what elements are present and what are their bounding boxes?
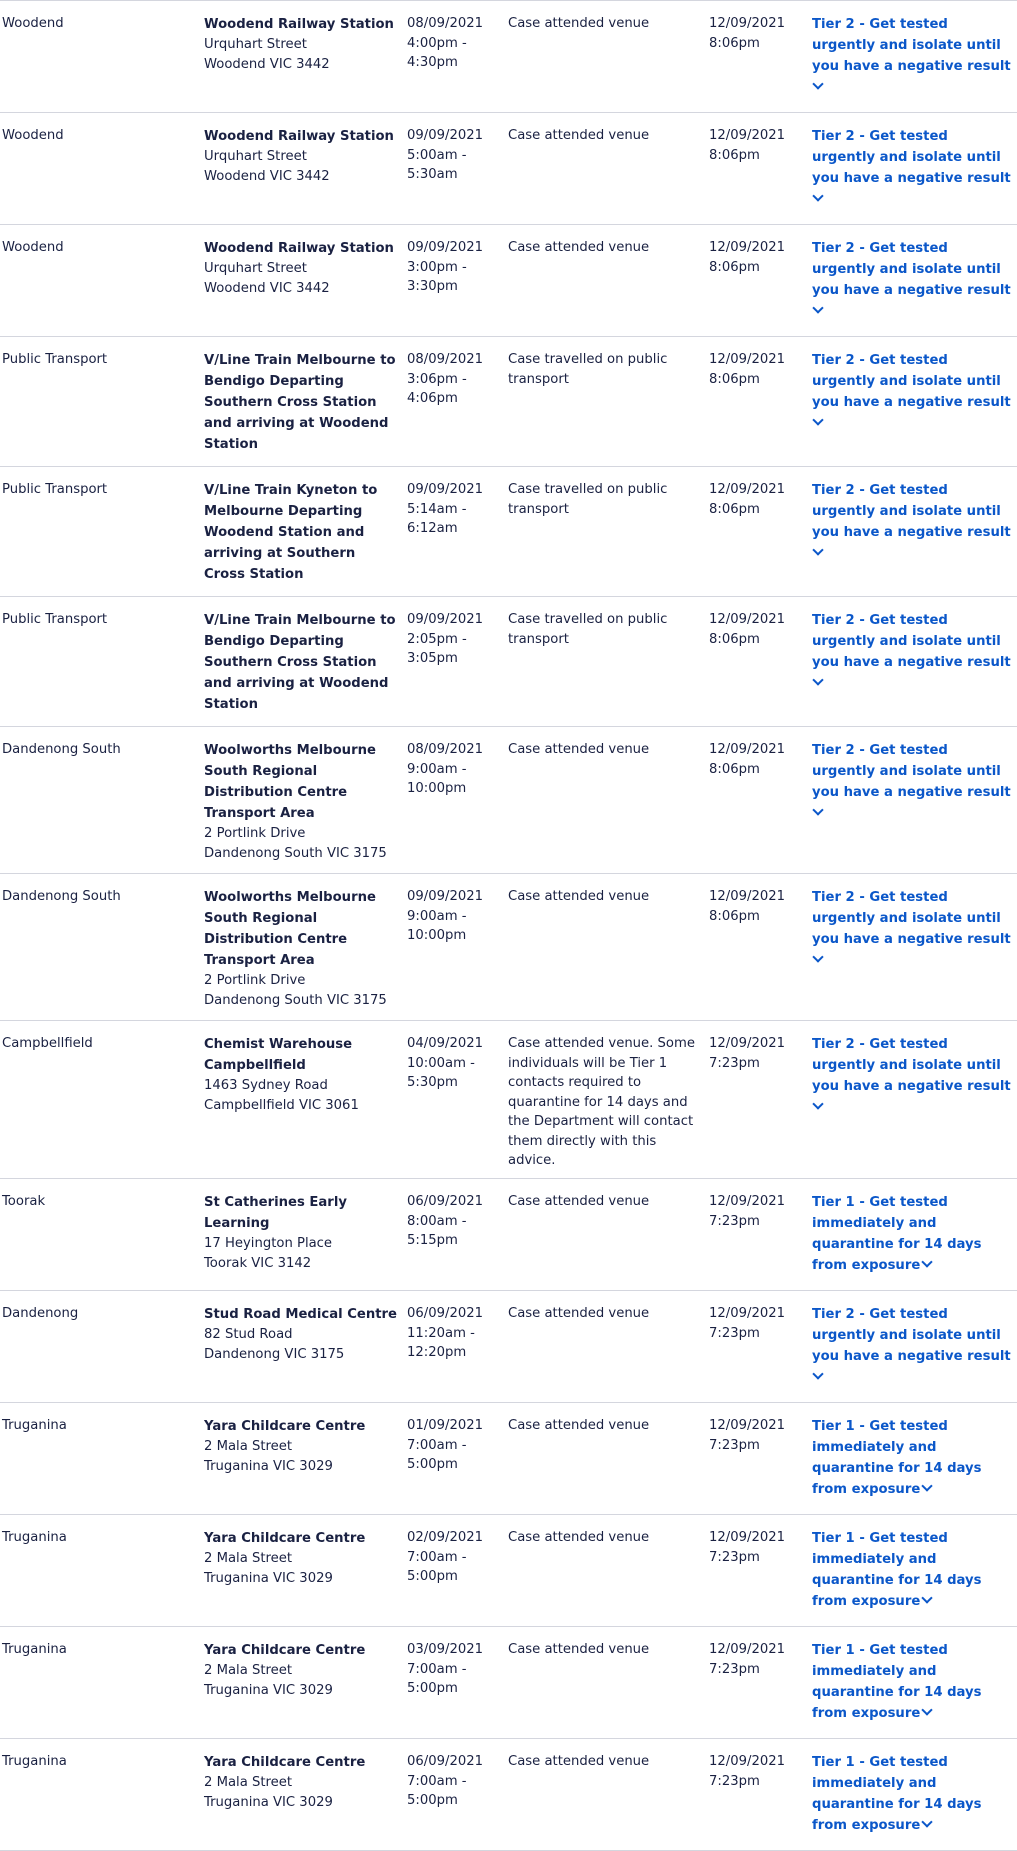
- health-advice-text: Tier 2 - Get tested urgently and isolate until you have a negative result: [812, 1037, 1011, 1094]
- site-address-line: 82 Stud Road: [204, 1327, 293, 1342]
- exposure-period-cell: [407, 238, 502, 297]
- chevron-line: [812, 189, 1012, 203]
- added-time-cell: [709, 14, 799, 53]
- chevron-down-icon[interactable]: [812, 804, 823, 815]
- health-advice-cell: [812, 740, 1012, 817]
- health-advice-toggle[interactable]: [812, 129, 1012, 203]
- added-time-cell: [709, 1752, 799, 1791]
- health-advice-text: Tier 1 - Get tested immediately and quarantine for 14 days from exposure: [812, 1419, 982, 1497]
- health-advice-cell: [812, 1752, 1012, 1836]
- health-advice-text: Tier 1 - Get tested immediately and quarantine for 14 days from exposure: [812, 1195, 982, 1273]
- health-advice-toggle[interactable]: [812, 743, 1012, 817]
- site-address-line: Truganina VIC 3029: [204, 1794, 333, 1810]
- site-cell: [204, 1192, 400, 1273]
- exposure-period-line: 09/09/2021: [407, 612, 484, 627]
- chevron-down-icon[interactable]: [922, 1256, 933, 1267]
- site-address-line: Urquhart Street: [204, 37, 307, 52]
- added-time-line: 8:06pm: [709, 371, 760, 387]
- exposure-period-cell: [407, 350, 502, 409]
- site-cell: [204, 350, 400, 455]
- site-address-line: 2 Mala Street: [204, 1663, 293, 1678]
- site-address-line: Truganina VIC 3029: [204, 1682, 333, 1698]
- suburb-cell: Truganina: [2, 1754, 67, 1769]
- added-time-line: 12/09/2021: [709, 612, 786, 627]
- notes-cell: Case travelled on public transport: [508, 352, 668, 387]
- table-row: [0, 1514, 1017, 1626]
- health-advice-toggle[interactable]: [812, 1037, 1012, 1111]
- exposure-period-line: 5:00pm: [407, 1793, 458, 1808]
- health-advice-toggle[interactable]: [812, 1419, 981, 1497]
- added-time-cell: [709, 1192, 799, 1231]
- site-address-line: Dandenong South VIC 3175: [204, 845, 387, 861]
- exposure-period-line: 6:12am: [407, 521, 458, 536]
- site-address-line: Toorak VIC 3142: [204, 1255, 312, 1271]
- site-cell: [204, 887, 400, 1010]
- site-address-line: 17 Heyington Place: [204, 1236, 333, 1251]
- site-cell: [204, 126, 400, 186]
- chevron-line: [812, 1367, 1012, 1381]
- health-advice-text: Tier 2 - Get tested urgently and isolate until you have a negative result: [812, 17, 1011, 74]
- added-time-cell: [709, 1304, 799, 1343]
- added-time-line: 12/09/2021: [709, 1418, 786, 1433]
- exposure-period-line: 06/09/2021: [407, 1754, 484, 1769]
- site-address-line: Woodend VIC 3442: [204, 168, 330, 184]
- table-row: [0, 1178, 1017, 1290]
- health-advice-cell: [812, 1416, 1012, 1500]
- exposure-period-line: 5:00pm: [407, 1569, 458, 1584]
- exposure-period-line: 09/09/2021: [407, 889, 484, 904]
- site-name: Chemist Warehouse Campbellfield: [204, 1037, 353, 1073]
- site-address-line: Woodend VIC 3442: [204, 280, 330, 296]
- table-row: [0, 1020, 1017, 1178]
- added-time-cell: [709, 887, 799, 926]
- added-time-line: 12/09/2021: [709, 1306, 786, 1321]
- added-time-line: 8:06pm: [709, 259, 760, 275]
- exposure-period-line: 7:00am -: [407, 1549, 467, 1565]
- health-advice-text: Tier 1 - Get tested immediately and quarantine for 14 days from exposure: [812, 1755, 982, 1833]
- exposure-period-cell: [407, 1034, 502, 1093]
- exposure-period-cell: [407, 480, 502, 539]
- exposure-period-line: 5:00am -: [407, 147, 467, 163]
- site-address-line: Dandenong VIC 3175: [204, 1346, 345, 1362]
- added-time-line: 12/09/2021: [709, 482, 786, 497]
- added-time-cell: [709, 610, 799, 649]
- added-time-cell: [709, 1528, 799, 1567]
- health-advice-cell: [812, 14, 1012, 91]
- chevron-line: [812, 803, 1012, 817]
- exposure-period-line: 10:00am -: [407, 1055, 475, 1071]
- exposure-period-line: 10:00pm: [407, 928, 467, 943]
- added-time-cell: [709, 740, 799, 779]
- exposure-period-line: 5:00pm: [407, 1681, 458, 1696]
- health-advice-cell: [812, 1034, 1012, 1111]
- added-time-cell: [709, 350, 799, 389]
- site-name: V/Line Train Kyneton to Melbourne Departing Woodend Station and arriving at Southern Cross Station: [204, 483, 378, 582]
- health-advice-text: Tier 2 - Get tested urgently and isolate until you have a negative result: [812, 353, 1011, 410]
- exposure-period-line: 4:00pm -: [407, 35, 467, 51]
- table-row: [0, 224, 1017, 336]
- suburb-cell: Truganina: [2, 1418, 67, 1433]
- added-time-line: 12/09/2021: [709, 742, 786, 757]
- chevron-down-icon[interactable]: [812, 674, 823, 685]
- exposure-period-line: 8:00am -: [407, 1213, 467, 1229]
- notes-cell: Case travelled on public transport: [508, 482, 668, 517]
- site-cell: [204, 1640, 400, 1700]
- health-advice-cell: [812, 1304, 1012, 1381]
- table-row: [0, 0, 1017, 112]
- site-name: V/Line Train Melbourne to Bendigo Departing Southern Cross Station and arriving at Woodend Station: [204, 613, 396, 712]
- added-time-line: 7:23pm: [709, 1213, 760, 1229]
- chevron-down-icon[interactable]: [812, 544, 823, 555]
- exposure-period-line: 11:20am -: [407, 1325, 475, 1341]
- chevron-down-icon[interactable]: [812, 190, 823, 201]
- suburb-cell: Truganina: [2, 1642, 67, 1657]
- suburb-cell: Public Transport: [2, 612, 108, 627]
- chevron-line: [812, 673, 1012, 687]
- health-advice-toggle[interactable]: [812, 1643, 981, 1721]
- site-address-line: Urquhart Street: [204, 149, 307, 164]
- site-cell: [204, 14, 400, 74]
- site-address-line: Urquhart Street: [204, 261, 307, 276]
- added-time-line: 8:06pm: [709, 501, 760, 517]
- exposure-period-line: 2:05pm -: [407, 631, 467, 647]
- added-time-line: 12/09/2021: [709, 1036, 786, 1051]
- exposure-period-line: 10:00pm: [407, 781, 467, 796]
- chevron-line: [812, 1097, 1012, 1111]
- site-address-line: Truganina VIC 3029: [204, 1570, 333, 1586]
- health-advice-toggle[interactable]: [812, 613, 1012, 687]
- health-advice-text: Tier 1 - Get tested immediately and quarantine for 14 days from exposure: [812, 1643, 982, 1721]
- health-advice-cell: [812, 1528, 1012, 1612]
- added-time-line: 8:06pm: [709, 631, 760, 647]
- suburb-cell: Truganina: [2, 1530, 67, 1545]
- chevron-down-icon[interactable]: [812, 1098, 823, 1109]
- health-advice-toggle[interactable]: [812, 17, 1012, 91]
- chevron-line: [812, 950, 1012, 964]
- site-address-line: 2 Mala Street: [204, 1439, 293, 1454]
- exposure-period-line: 08/09/2021: [407, 742, 484, 757]
- site-cell: [204, 1304, 400, 1364]
- added-time-line: 12/09/2021: [709, 16, 786, 31]
- exposure-period-line: 06/09/2021: [407, 1306, 484, 1321]
- chevron-down-icon[interactable]: [812, 1368, 823, 1379]
- site-name: Yara Childcare Centre: [204, 1419, 366, 1434]
- added-time-line: 12/09/2021: [709, 352, 786, 367]
- table-row: [0, 1290, 1017, 1402]
- suburb-cell: Woodend: [2, 240, 64, 255]
- exposure-period-line: 08/09/2021: [407, 16, 484, 31]
- suburb-cell: Public Transport: [2, 482, 108, 497]
- site-cell: [204, 1752, 400, 1812]
- exposure-period-line: 08/09/2021: [407, 352, 484, 367]
- chevron-line: [812, 413, 1012, 427]
- table-row: [0, 1738, 1017, 1851]
- health-advice-cell: [812, 238, 1012, 315]
- exposure-period-line: 09/09/2021: [407, 482, 484, 497]
- exposure-period-line: 03/09/2021: [407, 1642, 484, 1657]
- table-row: [0, 1402, 1017, 1514]
- health-advice-toggle[interactable]: [812, 483, 1012, 557]
- chevron-down-icon[interactable]: [922, 1592, 933, 1603]
- exposure-period-line: 09/09/2021: [407, 240, 484, 255]
- chevron-down-icon[interactable]: [812, 414, 823, 425]
- health-advice-text: Tier 2 - Get tested urgently and isolate until you have a negative result: [812, 743, 1011, 800]
- site-address-line: 2 Portlink Drive: [204, 973, 306, 988]
- exposure-period-line: 3:06pm -: [407, 371, 467, 387]
- site-address-line: 2 Portlink Drive: [204, 826, 306, 841]
- site-name: Yara Childcare Centre: [204, 1531, 366, 1546]
- site-cell: [204, 1416, 400, 1476]
- site-cell: [204, 610, 400, 715]
- added-time-line: 12/09/2021: [709, 889, 786, 904]
- health-advice-cell: [812, 350, 1012, 427]
- added-time-line: 7:23pm: [709, 1773, 760, 1789]
- health-advice-cell: [812, 1640, 1012, 1724]
- site-address-line: 2 Mala Street: [204, 1775, 293, 1790]
- site-address-line: Woodend VIC 3442: [204, 56, 330, 72]
- table-row: [0, 726, 1017, 873]
- site-name: Woodend Railway Station: [204, 17, 394, 32]
- notes-cell: Case attended venue: [508, 742, 650, 757]
- site-name: Stud Road Medical Centre: [204, 1307, 397, 1322]
- health-advice-cell: [812, 610, 1012, 687]
- added-time-line: 7:23pm: [709, 1661, 760, 1677]
- exposure-period-line: 01/09/2021: [407, 1418, 484, 1433]
- health-advice-toggle[interactable]: [812, 890, 1012, 964]
- health-advice-toggle[interactable]: [812, 1755, 981, 1833]
- notes-cell: Case attended venue: [508, 889, 650, 904]
- exposure-period-line: 9:00am -: [407, 761, 467, 777]
- notes-cell: Case attended venue: [508, 1642, 650, 1657]
- suburb-cell: Campbellfield: [2, 1036, 93, 1051]
- health-advice-toggle[interactable]: [812, 241, 1012, 315]
- exposure-period-line: 5:15pm: [407, 1233, 458, 1248]
- site-name: Woolworths Melbourne South Regional Distribution Centre Transport Area: [204, 743, 376, 821]
- site-address-line: Dandenong South VIC 3175: [204, 992, 387, 1008]
- health-advice-text: Tier 2 - Get tested urgently and isolate until you have a negative result: [812, 129, 1011, 186]
- site-name: Woodend Railway Station: [204, 241, 394, 256]
- exposure-period-cell: [407, 1640, 502, 1699]
- exposure-period-cell: [407, 1528, 502, 1587]
- added-time-line: 8:06pm: [709, 35, 760, 51]
- exposure-period-cell: [407, 1752, 502, 1811]
- chevron-line: [812, 301, 1012, 315]
- exposure-period-line: 5:00pm: [407, 1457, 458, 1472]
- site-cell: [204, 1528, 400, 1588]
- table-row: [0, 873, 1017, 1020]
- notes-cell: Case attended venue: [508, 1306, 650, 1321]
- suburb-cell: Toorak: [2, 1194, 46, 1209]
- added-time-line: 7:23pm: [709, 1325, 760, 1341]
- added-time-cell: [709, 480, 799, 519]
- notes-cell: Case attended venue. Some individuals will be Tier 1 contacts required to quarantine for 14 days and the Department will contact them directly with this advice.: [508, 1036, 695, 1168]
- exposure-period-cell: [407, 1304, 502, 1363]
- exposure-period-line: 12:20pm: [407, 1345, 467, 1360]
- notes-cell: Case attended venue: [508, 16, 650, 31]
- exposure-period-line: 7:00am -: [407, 1437, 467, 1453]
- exposure-period-line: 7:00am -: [407, 1773, 467, 1789]
- chevron-down-icon[interactable]: [812, 78, 823, 89]
- chevron-down-icon[interactable]: [922, 1704, 933, 1715]
- health-advice-text: Tier 2 - Get tested urgently and isolate until you have a negative result: [812, 890, 1011, 947]
- site-name: Yara Childcare Centre: [204, 1755, 366, 1770]
- site-name: St Catherines Early Learning: [204, 1195, 347, 1231]
- exposure-period-line: 3:05pm: [407, 651, 458, 666]
- site-name: Yara Childcare Centre: [204, 1643, 366, 1658]
- health-advice-toggle[interactable]: [812, 1195, 981, 1273]
- exposure-period-line: 3:00pm -: [407, 259, 467, 275]
- table-row: [0, 336, 1017, 466]
- suburb-cell: Woodend: [2, 16, 64, 31]
- added-time-line: 8:06pm: [709, 147, 760, 163]
- added-time-line: 7:23pm: [709, 1437, 760, 1453]
- exposure-period-line: 06/09/2021: [407, 1194, 484, 1209]
- health-advice-cell: [812, 480, 1012, 557]
- exposure-period-line: 09/09/2021: [407, 128, 484, 143]
- site-cell: [204, 1034, 400, 1115]
- suburb-cell: Dandenong: [2, 1306, 79, 1321]
- added-time-line: 12/09/2021: [709, 1754, 786, 1769]
- health-advice-toggle[interactable]: [812, 1531, 981, 1609]
- exposure-period-line: 5:14am -: [407, 501, 467, 517]
- notes-cell: Case attended venue: [508, 1194, 650, 1209]
- health-advice-cell: [812, 887, 1012, 964]
- site-cell: [204, 480, 400, 585]
- health-advice-cell: [812, 1192, 1012, 1276]
- exposure-period-line: 04/09/2021: [407, 1036, 484, 1051]
- table-row: [0, 112, 1017, 224]
- notes-cell: Case attended venue: [508, 1418, 650, 1433]
- added-time-line: 12/09/2021: [709, 1530, 786, 1545]
- exposure-period-cell: [407, 14, 502, 73]
- exposure-period-line: 4:06pm: [407, 391, 458, 406]
- health-advice-text: Tier 2 - Get tested urgently and isolate until you have a negative result: [812, 1307, 1011, 1364]
- chevron-line: [812, 543, 1012, 557]
- suburb-cell: Dandenong South: [2, 889, 121, 904]
- health-advice-toggle[interactable]: [812, 1307, 1012, 1381]
- added-time-line: 8:06pm: [709, 908, 760, 924]
- exposure-period-cell: [407, 610, 502, 669]
- suburb-cell: Woodend: [2, 128, 64, 143]
- exposure-period-line: 5:30pm: [407, 1075, 458, 1090]
- site-name: V/Line Train Melbourne to Bendigo Departing Southern Cross Station and arriving at Woodend Station: [204, 353, 396, 452]
- health-advice-text: Tier 2 - Get tested urgently and isolate until you have a negative result: [812, 613, 1011, 670]
- added-time-line: 7:23pm: [709, 1055, 760, 1071]
- added-time-cell: [709, 1640, 799, 1679]
- health-advice-cell: [812, 126, 1012, 203]
- exposure-period-line: 3:30pm: [407, 279, 458, 294]
- site-address-line: Truganina VIC 3029: [204, 1458, 333, 1474]
- site-cell: [204, 238, 400, 298]
- notes-cell: Case attended venue: [508, 1754, 650, 1769]
- chevron-down-icon[interactable]: [812, 302, 823, 313]
- health-advice-text: Tier 2 - Get tested urgently and isolate until you have a negative result: [812, 483, 1011, 540]
- site-name: Woodend Railway Station: [204, 129, 394, 144]
- exposure-period-line: 02/09/2021: [407, 1530, 484, 1545]
- site-name: Woolworths Melbourne South Regional Distribution Centre Transport Area: [204, 890, 376, 968]
- notes-cell: Case travelled on public transport: [508, 612, 668, 647]
- exposure-period-line: 5:30am: [407, 167, 458, 182]
- suburb-cell: Dandenong South: [2, 742, 121, 757]
- exposure-period-cell: [407, 1192, 502, 1251]
- exposure-period-line: 7:00am -: [407, 1661, 467, 1677]
- table-row: [0, 1626, 1017, 1738]
- notes-cell: Case attended venue: [508, 240, 650, 255]
- added-time-line: 7:23pm: [709, 1549, 760, 1565]
- exposure-period-line: 4:30pm: [407, 55, 458, 70]
- site-address-line: Campbellfield VIC 3061: [204, 1097, 359, 1113]
- site-address-line: 2 Mala Street: [204, 1551, 293, 1566]
- health-advice-text: Tier 1 - Get tested immediately and quarantine for 14 days from exposure: [812, 1531, 982, 1609]
- health-advice-text: Tier 2 - Get tested urgently and isolate until you have a negative result: [812, 241, 1011, 298]
- exposure-period-cell: [407, 887, 502, 946]
- chevron-down-icon[interactable]: [812, 951, 823, 962]
- notes-cell: Case attended venue: [508, 128, 650, 143]
- table-row: [0, 596, 1017, 726]
- chevron-down-icon[interactable]: [922, 1480, 933, 1491]
- added-time-line: 12/09/2021: [709, 1194, 786, 1209]
- suburb-cell: Public Transport: [2, 352, 108, 367]
- exposure-period-line: 9:00am -: [407, 908, 467, 924]
- added-time-line: 12/09/2021: [709, 1642, 786, 1657]
- health-advice-toggle[interactable]: [812, 353, 1012, 427]
- chevron-line: [812, 77, 1012, 91]
- exposure-period-cell: [407, 1416, 502, 1475]
- added-time-cell: [709, 238, 799, 277]
- chevron-down-icon[interactable]: [922, 1816, 933, 1827]
- notes-cell: Case attended venue: [508, 1530, 650, 1545]
- exposure-period-cell: [407, 126, 502, 185]
- added-time-cell: [709, 126, 799, 165]
- added-time-line: 12/09/2021: [709, 128, 786, 143]
- added-time-cell: [709, 1416, 799, 1455]
- site-cell: [204, 740, 400, 863]
- exposure-period-cell: [407, 740, 502, 799]
- site-address-line: 1463 Sydney Road: [204, 1078, 328, 1093]
- table-row: [0, 466, 1017, 596]
- added-time-line: 8:06pm: [709, 761, 760, 777]
- added-time-cell: [709, 1034, 799, 1073]
- added-time-line: 12/09/2021: [709, 240, 786, 255]
